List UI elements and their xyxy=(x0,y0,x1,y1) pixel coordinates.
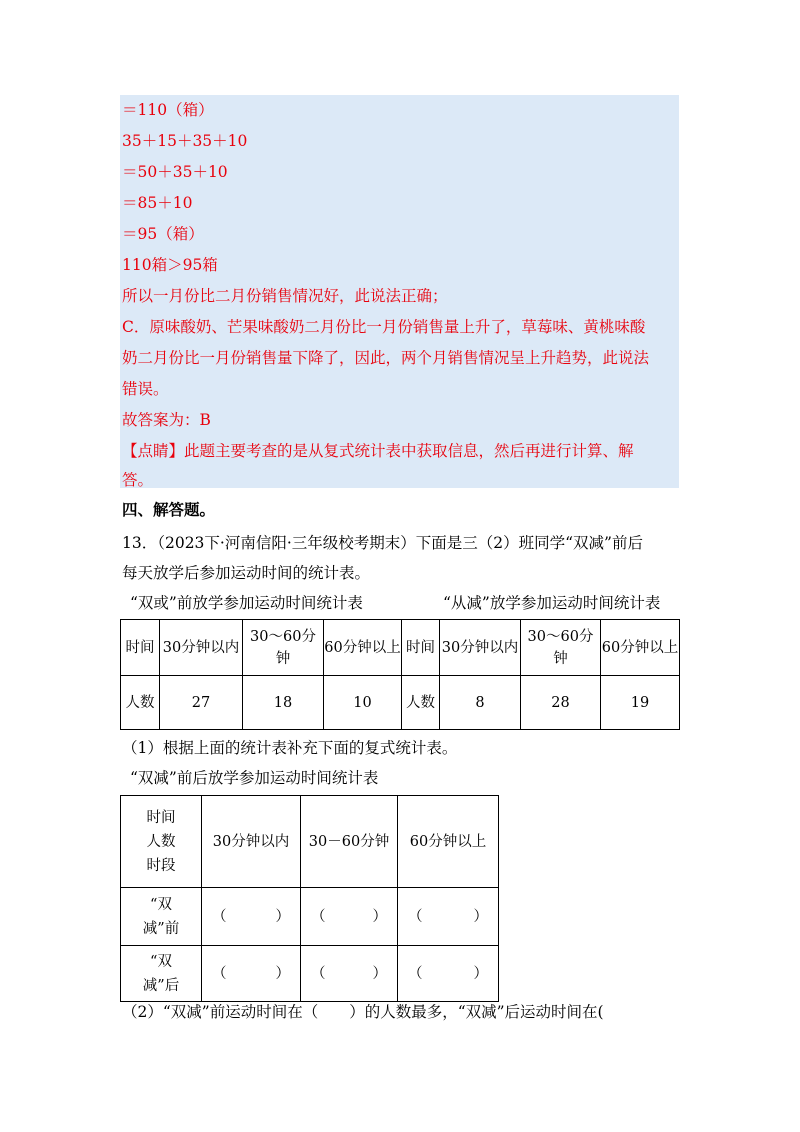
table1-cell: 8 xyxy=(440,676,521,730)
table2-header-cell: 60分钟以上 xyxy=(398,796,499,888)
answer-line: 110箱＞95箱 xyxy=(122,256,218,274)
header-text: 30分钟以内 xyxy=(162,639,240,656)
table1-header-cell xyxy=(243,620,324,676)
blank-close: ） xyxy=(372,965,387,982)
question-line-1: 13．（2023下·河南信阳·三年级校考期末）下面是三（2）班同学“双减”前后 xyxy=(122,534,643,552)
table2-caption: “双减”前后放学参加运动时间统计表 xyxy=(130,769,379,787)
answer-blank[interactable] xyxy=(301,888,398,946)
table1-header-cell xyxy=(440,620,521,676)
row-label-line: 减”后 xyxy=(142,977,180,994)
table2-header-cell: 30－60分钟 xyxy=(301,796,398,888)
table1-caption-right: “从减”放学参加运动时间统计表 xyxy=(443,594,661,612)
table1-header-cell xyxy=(160,620,243,676)
answer-line: ＝110（箱） xyxy=(122,101,214,119)
table1-header-cell xyxy=(521,620,601,676)
blank-open: （ xyxy=(311,965,326,982)
answer-line: 错误。 xyxy=(122,380,169,398)
blank-open: （ xyxy=(408,908,423,925)
header-text: 60分钟以上 xyxy=(324,639,401,656)
header-text: 30～60分钟 xyxy=(527,628,594,667)
row-label-text: 人数 xyxy=(406,694,435,711)
table1-cell: 10 xyxy=(324,676,402,730)
blank-close: ） xyxy=(473,908,488,925)
table1-row-label xyxy=(121,676,160,730)
table1-row-label xyxy=(402,676,440,730)
header-text: 30分钟以内 xyxy=(441,639,519,656)
answer-line: ＝85＋10 xyxy=(122,194,193,212)
corner-text-count: 人数 xyxy=(146,833,176,850)
answer-line: 【点睛】此题主要考查的是从复式统计表中获取信息，然后再进行计算、解 xyxy=(122,442,634,460)
blank-close: ） xyxy=(473,965,488,982)
answer-line: 答。 xyxy=(122,471,154,489)
table1-header-cell xyxy=(402,620,440,676)
table2-row-label xyxy=(121,946,202,1002)
answer-blank[interactable] xyxy=(301,946,398,1002)
table1 xyxy=(120,619,680,730)
sub-question-2: （2）“双减”前运动时间在（ ）的人数最多，“双减”后运动时间在( xyxy=(122,1003,604,1021)
table1-cell: 27 xyxy=(160,676,243,730)
table1-cell: 19 xyxy=(601,676,680,730)
question-line-2: 每天放学后参加运动时间的统计表。 xyxy=(122,564,371,582)
row-label-line: “双 xyxy=(150,896,172,913)
blank-close: ） xyxy=(275,908,290,925)
header-text: 时间 xyxy=(125,639,155,656)
corner-text-time: 时间 xyxy=(146,809,176,826)
table1-cell: 28 xyxy=(521,676,601,730)
table1-cell: 18 xyxy=(243,676,324,730)
row-label-line: “双 xyxy=(150,953,172,970)
answer-blank[interactable] xyxy=(202,888,301,946)
blank-open: （ xyxy=(212,908,227,925)
answer-line: 35＋15＋35＋10 xyxy=(122,132,248,150)
answer-blank[interactable] xyxy=(398,888,499,946)
table2-row-label xyxy=(121,888,202,946)
table1-header-cell xyxy=(121,620,160,676)
blank-open: （ xyxy=(212,965,227,982)
header-text: 30～60分钟 xyxy=(250,628,316,667)
answer-blank[interactable] xyxy=(202,946,301,1002)
table2 xyxy=(120,795,499,1002)
answer-explanation-box xyxy=(120,95,679,488)
row-label-line: 减”前 xyxy=(142,920,180,937)
corner-text-period: 时段 xyxy=(146,857,176,874)
answer-line: 所以一月份比二月份销售情况好，此说法正确； xyxy=(122,287,448,305)
answer-line: 奶二月份比一月份销售量下降了，因此，两个月销售情况呈上升趋势，此说法 xyxy=(122,349,650,367)
header-text: 时间 xyxy=(406,639,435,656)
answer-line: 故答案为：B xyxy=(122,411,211,429)
blank-close: ） xyxy=(372,908,387,925)
blank-close: ） xyxy=(275,965,290,982)
answer-line: ＝50＋35＋10 xyxy=(122,163,228,181)
blank-open: （ xyxy=(311,908,326,925)
answer-line: ＝95（箱） xyxy=(122,225,204,243)
answer-line: C．原味酸奶、芒果味酸奶二月份比一月份销售量上升了，草莓味、黄桃味酸 xyxy=(122,318,646,336)
table2-header-cell: 30分钟以内 xyxy=(202,796,301,888)
answer-blank[interactable] xyxy=(398,946,499,1002)
sub-question-1: （1）根据上面的统计表补充下面的复式统计表。 xyxy=(122,739,458,757)
row-label-text: 人数 xyxy=(125,694,155,711)
table1-header-cell xyxy=(324,620,402,676)
blank-open: （ xyxy=(408,965,423,982)
header-text: 60分钟以上 xyxy=(601,639,679,656)
section-heading: 四、解答题。 xyxy=(122,500,216,519)
table1-header-cell xyxy=(601,620,680,676)
table2-corner-cell xyxy=(121,796,202,888)
table1-caption-left: “双或”前放学参加运动时间统计表 xyxy=(130,594,363,612)
